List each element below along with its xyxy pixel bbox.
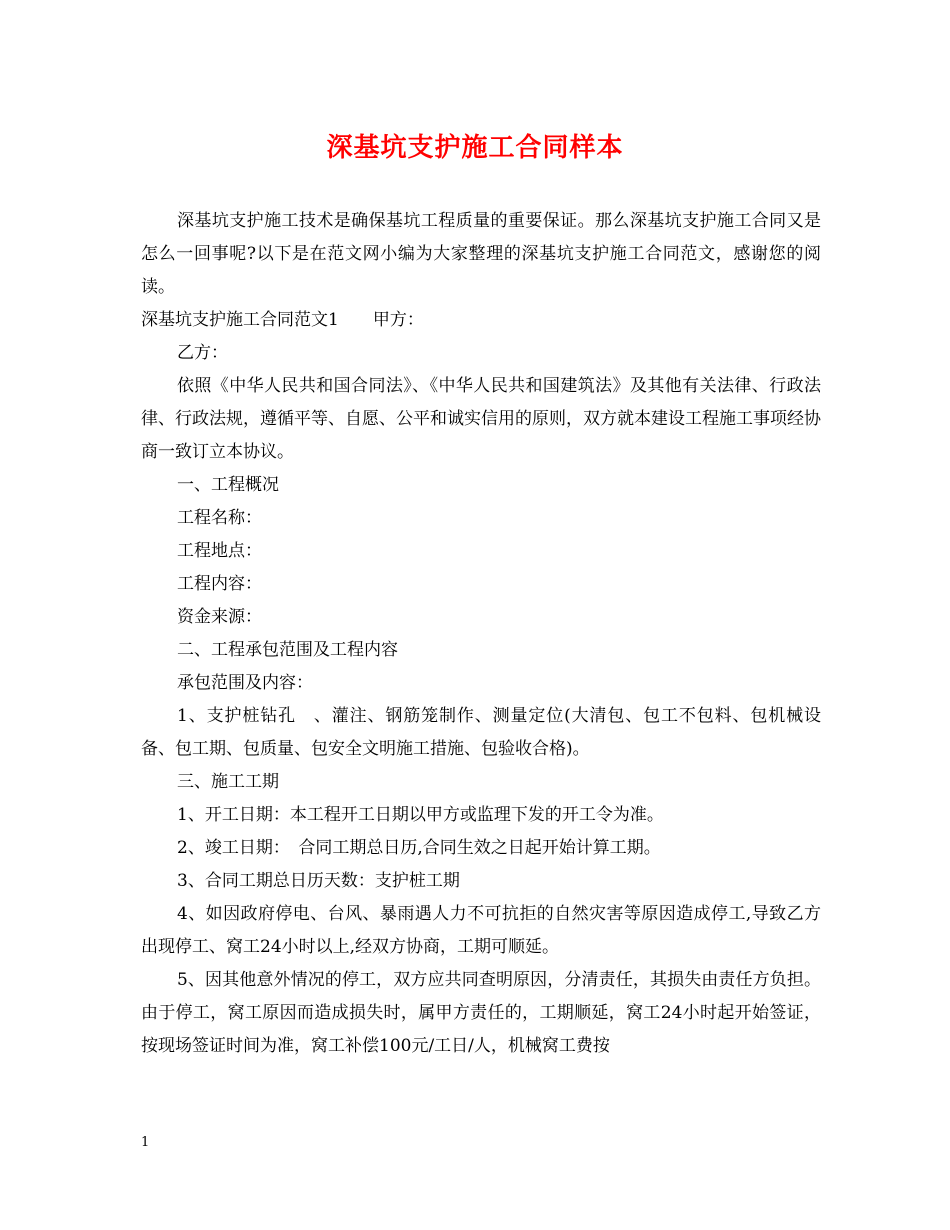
field-project-content: 工程内容： [177,574,262,594]
paragraph-party-b: 乙方： [177,343,228,363]
document-title: 深基坑支护施工合同样本 [326,133,624,163]
field-scope-content: 承包范围及内容： [177,673,313,693]
list-item-schedule-2: 2、竣工日期： 合同工期总日历,合同生效之日起开始计算工期。 [177,838,661,858]
field-project-location: 工程地点： [177,541,262,561]
document-body [141,205,821,1063]
field-funding-source: 资金来源： [177,607,262,627]
paragraph-intro: 深基坑支护施工技术是确保基坑工程质量的重要保证。那么深基坑支护施工合同又是怎么一回事呢?以下是在范文网小编为大家整理的深基坑支护施工合同范文，感谢您的阅读。 [141,211,821,297]
field-project-name: 工程名称： [177,508,262,528]
list-item-schedule-4: 4、如因政府停电、台风、暴雨遇人力不可抗拒的自然灾害等原因造成停工,导致乙方出现停工、窝工24小时以上,经双方协商，工期可顺延。 [141,904,821,957]
list-item-schedule-3: 3、合同工期总日历天数：支护桩工期 [177,871,460,891]
page-number: 1 [141,1135,150,1150]
list-item-schedule-1: 1、开工日期：本工程开工日期以甲方或监理下发的开工令为准。 [177,805,664,825]
list-item-schedule-5: 5、因其他意外情况的停工，双方应共同查明原因，分清责任，其损失由责任方负担。由于停工，窝工原因而造成损失时，属甲方责任的，工期顺延，窝工24小时起开始签证，按现场签证时间为准，窝工补偿100元/工日/人，机械窝工费按 [141,970,821,1056]
paragraph-contract-heading: 深基坑支护施工合同范文1 甲方： [141,310,424,330]
paragraph-legal-basis: 依照《中华人民共和国合同法》、《中华人民共和国建筑法》及其他有关法律、行政法律、行政法规，遵循平等、自愿、公平和诚实信用的原则，双方就本建设工程施工事项经协商一致订立本协议。 [141,376,821,462]
section-heading-overview: 一、工程概况 [177,475,279,495]
section-heading-schedule: 三、施工工期 [177,772,279,792]
section-heading-scope: 二、工程承包范围及工程内容 [177,640,398,660]
list-item-scope-1: 1、支护桩钻孔 、灌注、钢筋笼制作、测量定位(大清包、包工不包料、包机械设备、包工期、包质量、包安全文明施工措施、包验收合格)。 [141,706,821,759]
